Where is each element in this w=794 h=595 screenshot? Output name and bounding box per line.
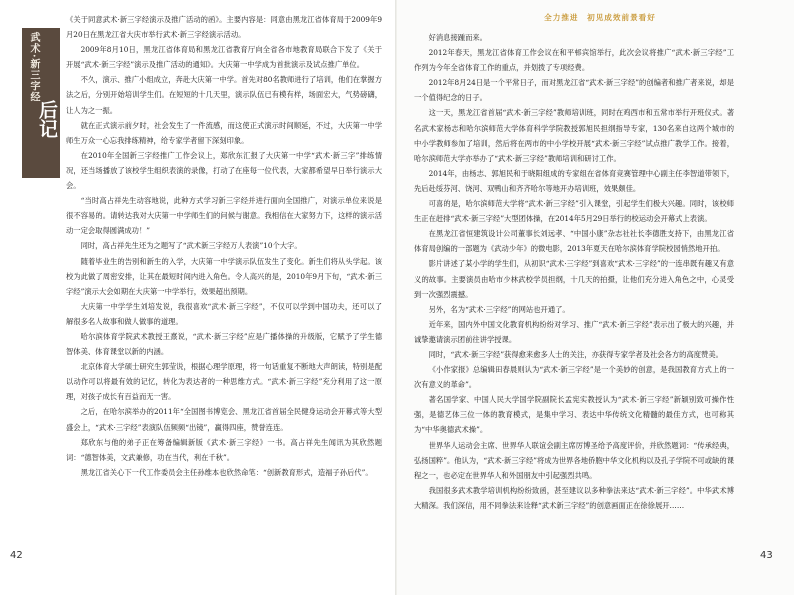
body-paragraph: 世界华人运动会主席、世界华人联谊会副主席厉博圣给予高度评价，并欣然题词：“传承经典，弘扬国粹”。他认为，“武术·新三字经”将成为世界各地侨胞中华文化机构以及孔子学院不可或缺的课程之一，也必定在世界华人和外国朋友中引起强烈共鸣。 xyxy=(414,440,734,480)
body-paragraph: 2012年8月24日是一个平常日子，而对黑龙江省“武术·新三字经”的创编者和推广者来说，却是一个值得纪念的日子。 xyxy=(414,78,734,103)
body-paragraph: 《小作家报》总编辑田春晨则认为“武术·新三字经”是一个美妙的创意，是我国教育方式上的一次有意义的革命”。 xyxy=(414,365,734,390)
body-paragraph: 同时，高占祥先生还为之题写了“武术新三字经万人表演”10个大字。 xyxy=(80,241,302,251)
body-paragraph: 这一天，黑龙江省首届“武术·新三字经”教师培训班，同时在鸡西市和五常市举行开班仪式。著名武术家杨志和哈尔滨师范大学体育科学学院教授郭旭民担纲指导专家，130名来自这两个城市的中小学教师参加了培训，然后将在两市的中小学校开展“武术·新三字经”试点推广教学工作。接着，哈尔滨师范大学亦举办了“武术·新三字经”教师培训和研讨工作。 xyxy=(414,108,734,163)
body-paragraph: 我国很多武术教学培训机构纷纷致函，甚至建议以多种拳法来达“武术·新三字经”。中华武术博大精深。我们深信，用不同拳法来诠释“武术新三字经”的创意画面正在徐徐展开…… xyxy=(414,485,734,510)
body-paragraph: 大庆第一中学学生刘培发说，我很喜欢“武术·新三字经”，不仅可以学到中国功夫，还可以了解很多名人故事和做人做事的道理。 xyxy=(66,301,382,326)
body-paragraph: 在2010年全国新三字经推广工作会议上，郑欣东汇报了大庆第一中学“武术·新三字”排练情况，还当场播放了该校学生组织表演的录像，打动了在座每一位代表，大家都希望早日举行演示大会。 xyxy=(66,150,382,191)
section-title: 后记 xyxy=(36,100,58,138)
running-head: 全力推进 初见成效前景看好 xyxy=(544,13,656,22)
body-paragraph: 好消息接踵而来。 xyxy=(428,33,487,42)
body-paragraph: 可喜的是，哈尔滨师范大学将“武术·新三字经”引入课堂，引起学生们极大兴趣。同时，该校师生正在赶排“武术·新三字经”大型团体操，在2014年5月29日举行的校运动会开幕式上表演。 xyxy=(414,199,734,224)
body-paragraph: 另外，名为“武术·三字经”的网站也开通了。 xyxy=(428,304,570,314)
body-paragraph: 不久，演示、推广小组成立，奔赴大庆第一中学。首先对80名教师进行了培训，他们在掌握方法之后，分别开始培训学生们。在短短的十几天里，演示队伍已有模有样，场面宏大，气势磅礴，让人为之一振。 xyxy=(66,75,382,115)
body-paragraph: 郑欣东与他的弟子正在筹备编辑新版《武术·新三字经》一书。高占祥先生闻讯为其欣然题词：“德智体美，文武兼修，功在当代，利在千秋”。 xyxy=(66,437,382,462)
body-paragraph: 黑龙江省关心下一代工作委员会主任孙维本也欣然命笔：“创新教育形式，造福子孙后代”。 xyxy=(80,467,373,477)
body-paragraph: 哈尔滨体育学院武术教授王熹说，“武术·新三字经”应是广播体操的升级版，它赋予了学生德智体美、体育课堂以新的内涵。 xyxy=(66,331,382,357)
series-title: 武术·新三字经 xyxy=(28,32,39,103)
body-paragraph: 《关于同意武术·新三字经演示及推广活动的函》。主要内容是：同意由黑龙江省体育局于2009年9月20日在黑龙江省大庆市举行武术·新三字经演示活动。 xyxy=(66,15,382,40)
body-paragraph: 在黑龙江省恒建筑设计公司董事长刘远孝、“中国小康”杂志社社长李德胜支持下，由黑龙江省体育局创编的一部题为《武动少年》的微电影，2013年夏天在哈尔滨体育学院校园悄然地开拍。 xyxy=(414,229,734,254)
page-number-right: 43 xyxy=(760,550,773,561)
body-paragraph: 就在正式演示前夕时，社会发生了一件流感，而这使正式演示时间顺延，不过，大庆第一中学师生万众一心忘我排练精神，给专家学者留下深刻印象。 xyxy=(66,120,382,145)
section-sidebar xyxy=(22,28,60,178)
body-paragraph: 北京体育大学硕士研究生郭莹说，根据心理学原理，将一句话重复不断地大声朗读，特别是配以动作可以将最有效的记忆，转化为表达者的一种思维方式。“武术·新三字经”充分利用了这一原理，对孩子成长有百益而无一害。 xyxy=(66,362,382,402)
page-number-left: 42 xyxy=(10,550,23,561)
right-page xyxy=(397,0,794,595)
body-paragraph: 影片讲述了某小学的学生们，从初识“武术·三字经”到喜欢“武术·三字经”的一连串既有趣又有意义的故事。主要演员由哈市少林武校学员担纲，十几天的拍摄，让他们充分进入角色之中，心灵受到一次强烈震撼。 xyxy=(414,259,734,299)
body-paragraph: 2012年春天，黑龙江省体育工作会议在和平邨宾馆举行，此次会议将推广“武术·新三字经”工作列为今年全省体育工作的重点，并划拨了专项经费。 xyxy=(414,48,734,73)
body-paragraph: 2014年，由杨志、郭旭民和于晓阳组成的专家组在省体育竞赛管理中心副主任李智道带领下，先后赴绥芬河、饶河、双鸭山和齐齐哈尔等地开办培训班，效果颇佳。 xyxy=(414,168,734,193)
right-text-column xyxy=(414,30,734,513)
body-paragraph: “当时高占祥先生动容地说，此种方式学习新三字经并进行面向全国推广，对演示单位来说是很不容易的。请转达我对大庆第一中学师生们的问候与谢意。我相信在大家努力下，这样的演示活动一定会取得圆满成功！” xyxy=(66,196,382,236)
body-paragraph: 之后，在哈尔滨举办的2011年“全国图书博览会、黑龙江省首届全民健身运动会开幕式等大型盛会上，“武术·三字经”表演队伍频频“出镜”，赢得四座，赞誉连连。 xyxy=(66,407,382,432)
body-paragraph: 随着毕业生的告别和新生的入学，大庆第一中学演示队伍发生了变化。新生们将从头学起。该校为此做了周密安排，让其在最短时间内进入角色。令人高兴的是，2010年9月下旬，“武术·新三字经”演示大会如期在大庆第一中学举行，效果超出预期。 xyxy=(66,256,382,296)
body-paragraph: 同时，“武术·新三字经”获得愈来愈多人士的关注，亦获得专家学者及社会各方的高度赞美。 xyxy=(428,349,723,359)
left-text-column xyxy=(66,12,382,480)
body-paragraph: 近年来，国内外中国文化教育机构纷纷对学习、推广“武术·新三字经”表示出了极大的兴趣，并诚挚邀请演示团前往讲学授课。 xyxy=(414,319,734,344)
body-paragraph: 著名国学家、中国人民大学国学院副院长孟宪实教授认为“武术·新三字经”新颖别致可操作性强，是德艺体三位一体的教育模式，是集中学习、表达中华传统文化精髓的最佳方式，也可称其为“中华奥德武术操”。 xyxy=(414,395,734,435)
body-paragraph: 2009年8月10日，黑龙江省体育局和黑龙江省教育厅向全省各市地教育局联合下发了《关于开展“武术·新三字经”演示及推广活动的通知》。大庆第一中学成为首批演示及试点推广单位。 xyxy=(66,45,382,70)
